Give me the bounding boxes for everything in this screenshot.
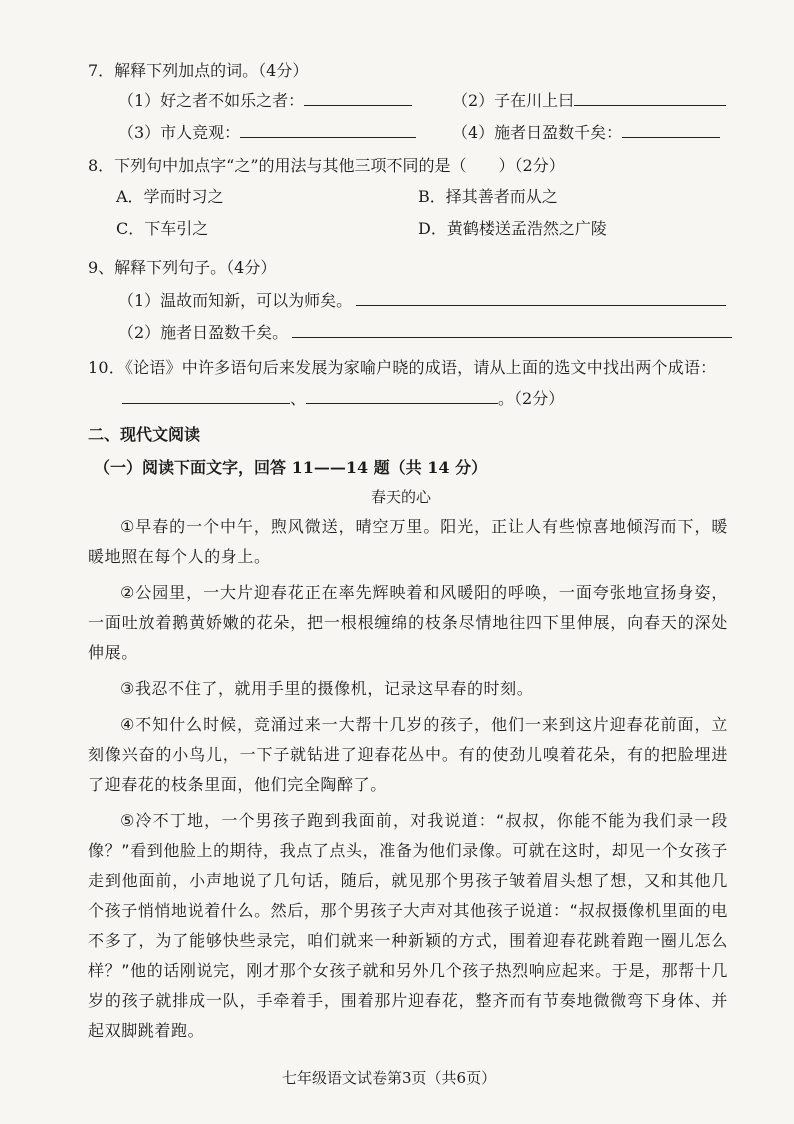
q9-item-1-label: （1）温故而知新，可以为师矣。	[118, 291, 353, 310]
article-title: 春天的心	[371, 488, 432, 506]
q7-answer-3[interactable]	[240, 123, 416, 138]
q7-item-4-label: （4）施者日盈数千矣：	[452, 123, 623, 142]
q9-answer-2[interactable]	[292, 323, 732, 338]
q9-answer-1[interactable]	[356, 291, 726, 306]
article-paragraph-2: ②公园里，一大片迎春花正在率先辉映着和风暖阳的呼唤，一面夸张地宣扬身姿，一面吐放着鹅黄娇嫩的花朵，把一根根缠绵的枝条尽情地往四下里伸展，向春天的深处伸展。	[88, 583, 728, 662]
q7-header: 7．解释下列加点的词。（4分）	[88, 61, 309, 80]
section-2-title: 二、现代文阅读	[88, 425, 201, 444]
q8-option-c[interactable]: C．下车引之	[116, 219, 209, 238]
article-paragraph-3: ③我忍不住了，就用手里的摄像机，记录这早春的时刻。	[120, 679, 534, 698]
article-paragraph-4: ④不知什么时候，竞涌过来一大帮十几岁的孩子，他们一来到这片迎春花前面，立刻像兴奋的小鸟儿，一下子就钻进了迎春花丛中。有的使劲儿嗅着花朵，有的把脸埋进了迎春花的枝条里面，他们完全陶醉了。	[88, 715, 728, 794]
q7-answer-1[interactable]	[304, 91, 412, 106]
q8-option-b[interactable]: B．择其善者而从之	[418, 187, 558, 206]
q10-answers	[122, 386, 564, 409]
q7-item-2-label: （2）子在川上曰	[452, 91, 575, 110]
article-paragraph-5: ⑤冷不丁地，一个男孩子跑到我面前，对我说道：“叔叔，你能不能为我们录一段像？”看到他脸上的期待，我点了点头，准备为他们录像。可就在这时，却见一个女孩子走到他面前，小声地说了几句话，随后，就见那个男孩子皱着眉头想了想，又和其他几个孩子悄悄地说着什么。然后，那个男孩子大声对其他孩子说道：“叔叔摄像机里面的电不多了，为了能够快些录完，咱们就来一种新颖的方式，围着迎春花跳着跑一圈儿怎么样？”他的话刚说完，刚才那个女孩子就和另外几个孩子热烈响应起来。于是，那帮十几岁的孩子就排成一队，手牵着手，围着那片迎春花，整齐而有节奏地微微弯下身体、并起双脚跳着跑。	[88, 811, 728, 1040]
article-paragraph-1: ①早春的一个中午，煦风微送，晴空万里。阳光，正让人有些惊喜地倾泻而下，暖暖地照在每个人的身上。	[88, 517, 728, 566]
q10-answer-1[interactable]	[122, 389, 290, 404]
article-body	[88, 512, 728, 1052]
q7-answer-2[interactable]	[574, 91, 726, 106]
q10-answer-2[interactable]	[306, 389, 498, 404]
q9-item-1	[118, 288, 726, 311]
q7-item-1-label: （1）好之者不如乐之者：	[118, 91, 305, 110]
q7-item-3-label: （3）市人竞观：	[118, 123, 241, 142]
q9-item-2	[118, 320, 732, 343]
q7-item-3	[118, 120, 416, 143]
q8-header: 8．下列句中加点字“之”的用法与其他三项不同的是（ ）（2分）	[88, 156, 565, 175]
q8-option-d[interactable]: D．黄鹤楼送孟浩然之广陵	[418, 219, 607, 238]
q10-separator: 、	[290, 389, 307, 408]
q7-item-1	[118, 88, 412, 111]
q8-option-a[interactable]: A．学而时习之	[116, 187, 224, 206]
q7-answer-4[interactable]	[622, 123, 720, 138]
q10-text: 10．《论语》中许多语句后来发展为家喻户晓的成语，请从上面的选文中找出两个成语：	[88, 358, 717, 377]
page-footer: 七年级语文试卷第3页（共6页）	[282, 1069, 497, 1087]
q9-header: 9、解释下列句子。（4分）	[88, 258, 277, 277]
q7-item-4	[452, 120, 720, 143]
q9-item-2-label: （2）施者日盈数千矣。	[118, 323, 289, 342]
part-1-title: （一）阅读下面文字，回答 11——14 题（共 14 分）	[94, 458, 488, 477]
q10-score: 。（2分）	[498, 389, 565, 408]
q7-item-2	[452, 88, 726, 111]
